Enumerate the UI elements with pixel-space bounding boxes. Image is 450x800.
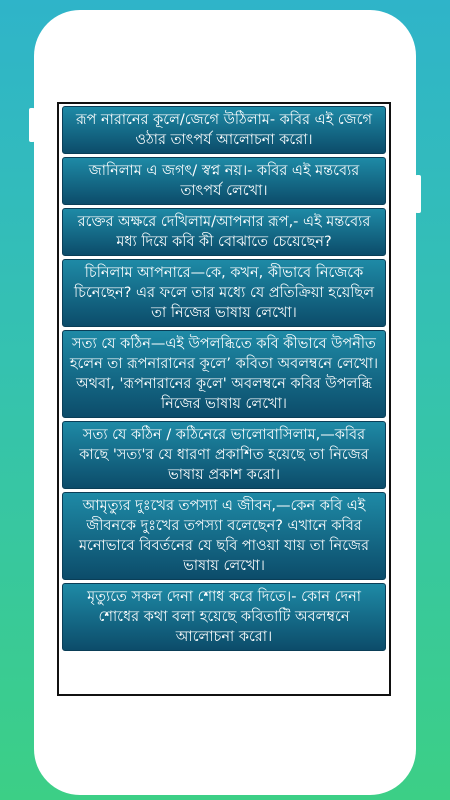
list-item[interactable]: সত্য যে কঠিন—এই উপলব্ধিতে কবি কীভাবে উপনীত হলেন তা রূপনারানের কূলে’ কবিতা অবলম্বনে লেখো। অথবা, 'রূপনারানের কূলে' অবলম্বনে কবির উপলব্ধি নিজের ভাষায় লেখো। bbox=[62, 330, 386, 418]
list-item[interactable]: সত্য যে কঠিন / কঠিনেরে ভালোবাসিলাম,—কবির কাছে 'সত্য'র যে ধারণা প্রকাশিত হয়েছে তা নিজের ভাষায় প্রকাশ করো। bbox=[62, 421, 386, 489]
app-screen bbox=[57, 102, 391, 696]
phone-side-button-left bbox=[29, 108, 35, 142]
list-item[interactable]: মৃত্যুতে সকল দেনা শোধ করে দিতে।- কোন দেনা শোধের কথা বলা হয়েছে কবিতাটি অবলম্বনে আলোচনা করো। bbox=[62, 583, 386, 651]
list-item[interactable]: রক্তের অক্ষরে দেখিলাম/আপনার রূপ,- এই মন্তব্যের মধ্য দিয়ে কবি কী বোঝাতে চেয়েছেন? bbox=[62, 208, 386, 256]
question-list bbox=[62, 106, 386, 654]
list-item[interactable]: আমৃত্যুর দুঃখের তপস্যা এ জীবন,—কেন কবি এই জীবনকে দুঃখের তপস্যা বলেছেন? এখানে কবির মনোভাবে বিবর্তনের যে ছবি পাওয়া যায় তা নিজের ভাষায় লেখো। bbox=[62, 492, 386, 580]
phone-side-button-right bbox=[415, 175, 421, 213]
list-item[interactable]: জানিলাম এ জগৎ/ স্বপ্ন নয়।- কবির এই মন্তব্যের তাৎপর্য লেখো। bbox=[62, 157, 386, 205]
list-item[interactable]: চিনিলাম আপনারে—কে, কখন, কীভাবে নিজেকে চিনেছেন? এর ফলে তার মধ্যে যে প্রতিক্রিয়া হয়েছিল তা নিজের ভাষায় লেখো। bbox=[62, 259, 386, 327]
list-item[interactable]: রূপ নারানের কূলে/জেগে উঠিলাম- কবির এই জেগে ওঠার তাৎপর্য আলোচনা করো। bbox=[62, 106, 386, 154]
